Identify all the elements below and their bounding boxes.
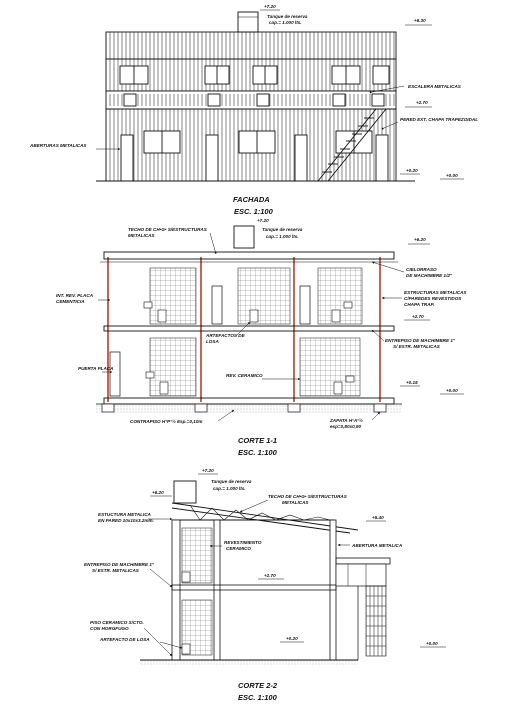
label-wall: PERED EXT. CHAPA TRAPEZOIDAL	[400, 117, 479, 122]
level-mid: +2.70	[416, 100, 428, 105]
water-tank-icon	[174, 481, 196, 503]
c2-roof-line1: TECHO DE CH•G• S/ESTRUCTURAS	[268, 494, 347, 499]
level-roof: +6.30	[414, 18, 426, 23]
level-c2-top: +7.20	[202, 468, 214, 473]
c1-roof-line1: TECHO DE CH•G• S/ESTRUCTURAS	[128, 227, 207, 232]
tank-label-line2: cap.= 1.000 lts.	[269, 20, 302, 25]
c1-struct-line3: CHAPA TRAP.	[404, 302, 435, 307]
c1-entrepiso-line1: ENTREPISO DE MACHIMBRE 1"	[385, 338, 456, 343]
c2-struct-line1: ESTUCTURA METALICA	[98, 512, 151, 517]
c2-entrepiso-line2: S/ ESTR. METALICAS	[92, 568, 139, 573]
c1-tank-line2: cap.= 1.000 lts.	[266, 234, 299, 239]
level-c1-mid: +2.70	[412, 314, 424, 319]
c1-zapata-line1: ZAPATA H°A°½	[330, 418, 363, 423]
c2-abertura: ABERTURA METALICA	[352, 543, 403, 548]
level-c1-base: +0.15	[406, 380, 418, 385]
level-c1-ground: +0.00	[446, 388, 458, 393]
c1-contrapiso: CONTRAPISO H°P°½ Esp.=0,10m	[130, 419, 203, 424]
c1-ceiling-line2: DE MACHIMBRE 1/2"	[406, 273, 453, 278]
c1-zapata-line2: esp=0,80x0,90	[330, 424, 362, 429]
corte-1-1-section	[56, 218, 467, 457]
c1-artefactos-line2: LOSA	[206, 339, 219, 344]
water-tank-icon	[238, 12, 258, 32]
roof-panel	[106, 32, 396, 59]
corte11-scale: ESC. 1:100	[238, 448, 277, 457]
c1-rev: REV. CERAMICO	[226, 373, 263, 378]
c1-tank-line1: Tanque de reserva	[262, 227, 303, 232]
c1-int-line2: CEMENTICIA	[56, 299, 85, 304]
level-base: +0.20	[406, 168, 418, 173]
level-c2-ground: +0.00	[426, 641, 438, 646]
c2-tank-line2: cap.= 1.000 lts.	[213, 486, 246, 491]
level-tank-top: +7.20	[264, 4, 276, 9]
label-openings: ABERTURAS METALICAS	[30, 143, 87, 148]
level-c2-left: +6.20	[152, 490, 164, 495]
level-c1-roof: +6.20	[414, 237, 426, 242]
c1-artefactos-line1: ARTEFACTOS DE	[206, 333, 245, 338]
label-stair: ESCALERA METALICAS	[408, 84, 461, 89]
c2-artefacto: ARTEFACTO DE LOSA	[100, 637, 150, 642]
level-c2-base: +0.20	[286, 636, 298, 641]
c1-int-line1: INT. REV. PLACA	[56, 293, 94, 298]
level-ground: +0.00	[446, 173, 458, 178]
c2-rev-line1: REVESTIMIENTO	[224, 540, 262, 545]
c1-puerta: PUERTA PLACA	[78, 366, 114, 371]
c2-piso-line2: CON HORGFUGO	[90, 626, 129, 631]
water-tank-icon	[234, 226, 254, 248]
c2-piso-line1: PISO CERAMICO S/CTO.	[90, 620, 144, 625]
c2-roof-line2: METALICAS	[282, 500, 309, 505]
c1-ceiling-line1: CIELORRASO	[406, 267, 437, 272]
tank-label-line1: Tanque de reserva	[267, 14, 308, 19]
c1-entrepiso-line2: S/ ESTR. METALICAS	[393, 344, 440, 349]
fachada-elevation	[29, 4, 478, 216]
c2-struct-line2: EN PARED 10x10x3.2mm.	[98, 518, 154, 523]
corte-2-2-section	[84, 468, 446, 702]
c2-rev-line2: CERAMICO	[226, 546, 252, 551]
level-c2-right: +5.40	[372, 515, 384, 520]
c1-roof-line2: METALICAS	[128, 233, 155, 238]
level-c1-top: +7.20	[257, 218, 269, 223]
c2-entrepiso-line1: ENTREPISO DE MACHIMBRE 1"	[84, 562, 155, 567]
corte22-title: CORTE 2-2	[238, 681, 278, 690]
corte11-title: CORTE 1-1	[238, 436, 278, 445]
c1-struct-line1: ESTRUCTURAS METALICAS	[404, 290, 467, 295]
c1-struct-line2: C/PAREDES REVESTIDOS	[404, 296, 462, 301]
fachada-title: FACHADA	[233, 195, 270, 204]
corte22-scale: ESC. 1:100	[238, 693, 277, 702]
c2-tank-line1: Tanque de reserva	[211, 479, 252, 484]
level-c2-mid: +2.70	[264, 573, 276, 578]
stair-icon	[366, 586, 386, 656]
fachada-scale: ESC. 1:100	[234, 207, 273, 216]
